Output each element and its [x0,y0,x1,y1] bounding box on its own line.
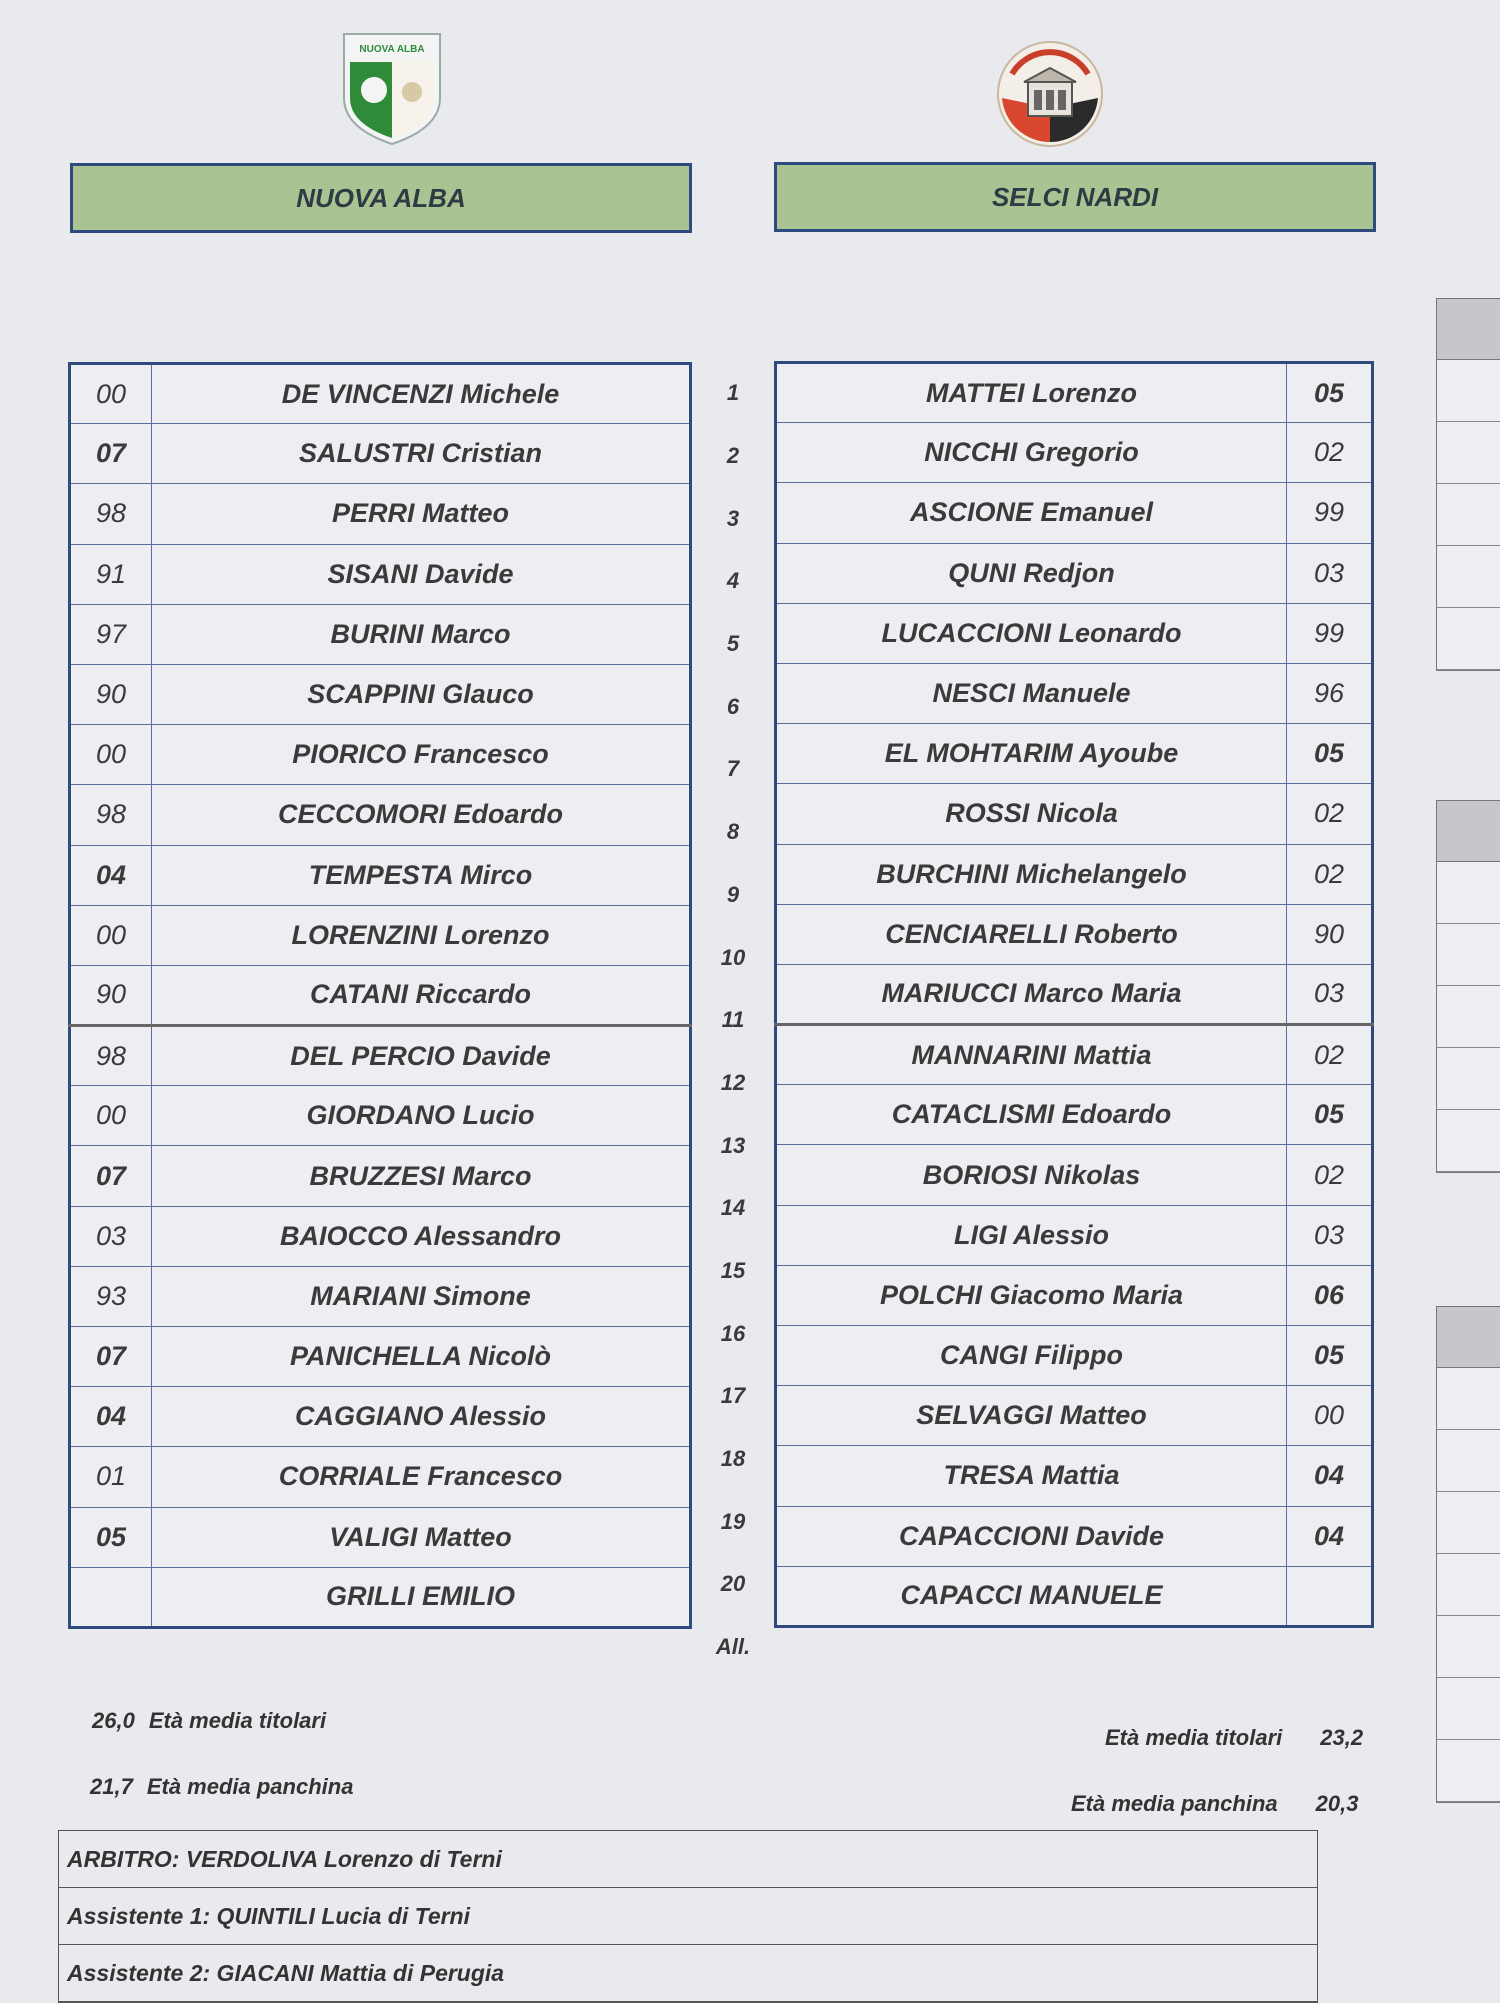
birth-year: 02 [1287,1145,1373,1205]
side-table-1 [1436,298,1500,671]
away-avg-bench-value: 20,3 [1315,1791,1359,1816]
player-name: PERRI Matteo [152,484,691,544]
roster-row [776,1205,1373,1265]
player-name: CORRIALE Francesco [152,1447,691,1507]
home-avg-starters [92,1708,326,1734]
player-name: EL MOHTARIM Ayoube [776,724,1287,784]
home-avg-starters-value: 26,0 [92,1708,135,1733]
birth-year: 00 [70,725,152,785]
player-name: BURINI Marco [152,604,691,664]
shirt-number: 14 [720,1195,746,1221]
roster-row [70,785,691,845]
assistant-2-line: Assistente 2: GIACANI Mattia di Perugia [59,1945,1317,2002]
roster-row [776,1446,1373,1506]
roster-row [70,725,691,785]
player-name: CENCIARELLI Roberto [776,904,1287,964]
player-name: SELVAGGI Matteo [776,1386,1287,1446]
roster-row [776,1145,1373,1205]
home-avg-bench [90,1774,353,1800]
birth-year [1287,1566,1373,1626]
roster-row [70,424,691,484]
player-name: MATTEI Lorenzo [776,363,1287,423]
player-name: CAPACCI MANUELE [776,1566,1287,1626]
player-name: TRESA Mattia [776,1446,1287,1506]
roster-row [70,1086,691,1146]
shirt-number: 18 [720,1446,746,1472]
player-name: LORENZINI Lorenzo [152,905,691,965]
player-name: ASCIONE Emanuel [776,483,1287,543]
birth-year: 03 [1287,964,1373,1024]
player-name: SCAPPINI Glauco [152,664,691,724]
roster-row [70,905,691,965]
birth-year: 04 [70,845,152,905]
roster-row [776,1085,1373,1145]
birth-year: 99 [1287,483,1373,543]
shirt-number: 6 [726,693,740,719]
roster-row [70,664,691,724]
birth-year: 98 [70,785,152,845]
birth-year: 93 [70,1266,152,1326]
side-table-2 [1436,800,1500,1173]
birth-year: 00 [1287,1386,1373,1446]
away-avg-starters-label: Età media titolari [1105,1725,1283,1750]
home-avg-bench-label: Età media panchina [146,1774,354,1799]
shirt-number: 16 [720,1320,746,1346]
shirt-number: 12 [720,1069,746,1095]
player-name: CAGGIANO Alessio [152,1387,691,1447]
shirt-number: 11 [721,1007,745,1033]
birth-year: 07 [70,1146,152,1206]
birth-year: 04 [1287,1506,1373,1566]
home-avg-starters-label: Età media titolari [148,1708,327,1733]
nuova-alba-logo [336,28,448,146]
birth-year: 00 [70,364,152,424]
birth-year: 00 [70,1086,152,1146]
player-name: CATACLISMI Edoardo [776,1085,1287,1145]
referee-line: ARBITRO: VERDOLIVA Lorenzo di Terni [59,1831,1317,1888]
player-name: GRILLI EMILIO [152,1567,691,1627]
roster-row [776,543,1373,603]
shirt-number-column [692,362,774,1678]
player-name: ROSSI Nicola [776,784,1287,844]
shirt-number: 1 [726,380,740,406]
birth-year: 03 [1287,1205,1373,1265]
shirt-number: All. [715,1634,751,1660]
roster-row [776,964,1373,1024]
player-name: PIORICO Francesco [152,725,691,785]
away-avg-bench [1071,1791,1358,1817]
shirt-number: 3 [726,505,740,531]
shirt-number: 4 [726,568,740,594]
birth-year: 98 [70,1026,152,1086]
roster-row [776,844,1373,904]
player-name: MANNARINI Mattia [776,1025,1287,1085]
birth-year: 90 [70,965,152,1025]
roster-row [776,363,1373,423]
roster-row [70,1387,691,1447]
assistant-1-line: Assistente 1: QUINTILI Lucia di Terni [59,1888,1317,1945]
birth-year: 01 [70,1447,152,1507]
roster-row [70,845,691,905]
selci-nardi-logo [990,38,1110,150]
player-name: NESCI Manuele [776,663,1287,723]
away-avg-starters-value: 23,2 [1320,1725,1364,1750]
roster-row [70,965,691,1025]
home-avg-bench-value: 21,7 [90,1774,133,1799]
player-name: BORIOSI Nikolas [776,1145,1287,1205]
shirt-number: 17 [720,1383,746,1409]
roster-row [776,1386,1373,1446]
officials-box [58,1830,1318,2003]
birth-year: 04 [70,1387,152,1447]
roster-row [70,1567,691,1627]
roster-row [776,1566,1373,1626]
birth-year: 04 [1287,1446,1373,1506]
birth-year: 98 [70,484,152,544]
shirt-number: 9 [726,881,740,907]
shirt-number: 7 [726,756,740,782]
player-name: SALUSTRI Cristian [152,424,691,484]
birth-year: 07 [70,424,152,484]
birth-year: 05 [1287,724,1373,784]
player-name: PANICHELLA Nicolò [152,1327,691,1387]
roster-row [776,1265,1373,1325]
birth-year: 06 [1287,1265,1373,1325]
birth-year: 03 [70,1206,152,1266]
birth-year: 02 [1287,1025,1373,1085]
player-name: LUCACCIONI Leonardo [776,603,1287,663]
roster-row [70,1206,691,1266]
player-name: NICCHI Gregorio [776,423,1287,483]
roster-row [776,904,1373,964]
shirt-number: 5 [726,631,740,657]
player-name: BRUZZESI Marco [152,1146,691,1206]
roster-row [70,1507,691,1567]
roster-row [776,724,1373,784]
player-name: POLCHI Giacomo Maria [776,1265,1287,1325]
player-name: CAPACCIONI Davide [776,1506,1287,1566]
roster-row [776,603,1373,663]
player-name: SISANI Davide [152,544,691,604]
roster-row [70,484,691,544]
roster-row [776,663,1373,723]
roster-row [776,483,1373,543]
birth-year: 97 [70,604,152,664]
roster-row [776,423,1373,483]
shirt-number: 2 [726,443,740,469]
birth-year: 90 [70,664,152,724]
birth-year: 90 [1287,904,1373,964]
shirt-number: 10 [720,944,746,970]
away-avg-bench-label: Età media panchina [1071,1791,1278,1816]
roster-row [70,1146,691,1206]
birth-year: 02 [1287,423,1373,483]
birth-year: 96 [1287,663,1373,723]
shirt-number: 13 [720,1132,746,1158]
player-name: TEMPESTA Mirco [152,845,691,905]
roster-row [776,1326,1373,1386]
shirt-number: 20 [720,1571,746,1597]
birth-year: 00 [70,905,152,965]
roster-row [70,364,691,424]
birth-year [70,1567,152,1627]
shirt-number: 8 [726,819,740,845]
side-table-3 [1436,1306,1500,1803]
birth-year: 07 [70,1327,152,1387]
birth-year: 05 [1287,363,1373,423]
home-team-header: NUOVA ALBA [70,163,692,233]
player-name: DE VINCENZI Michele [152,364,691,424]
home-roster-table [68,362,692,1629]
player-name: CANGI Filippo [776,1326,1287,1386]
birth-year: 99 [1287,603,1373,663]
player-name: BURCHINI Michelangelo [776,844,1287,904]
roster-row [70,544,691,604]
roster-row [70,1327,691,1387]
roster-row [776,784,1373,844]
player-name: QUNI Redjon [776,543,1287,603]
player-name: GIORDANO Lucio [152,1086,691,1146]
away-roster-table [774,361,1374,1628]
svg-text:NUOVA ALBA: NUOVA ALBA [359,44,425,55]
roster-row [776,1025,1373,1085]
birth-year: 05 [1287,1085,1373,1145]
player-name: BAIOCCO Alessandro [152,1206,691,1266]
player-name: CECCOMORI Edoardo [152,785,691,845]
birth-year: 05 [70,1507,152,1567]
roster-row [776,1506,1373,1566]
player-name: MARIANI Simone [152,1266,691,1326]
birth-year: 05 [1287,1326,1373,1386]
player-name: LIGI Alessio [776,1205,1287,1265]
birth-year: 02 [1287,784,1373,844]
shirt-number: 19 [720,1508,746,1534]
roster-row [70,1447,691,1507]
birth-year: 02 [1287,844,1373,904]
roster-row [70,1026,691,1086]
away-avg-starters [1105,1725,1363,1751]
roster-row [70,604,691,664]
birth-year: 91 [70,544,152,604]
shirt-number: 15 [720,1257,746,1283]
player-name: VALIGI Matteo [152,1507,691,1567]
player-name: CATANI Riccardo [152,965,691,1025]
birth-year: 03 [1287,543,1373,603]
roster-row [70,1266,691,1326]
player-name: DEL PERCIO Davide [152,1026,691,1086]
away-team-header: SELCI NARDI [774,162,1376,232]
player-name: MARIUCCI Marco Maria [776,964,1287,1024]
